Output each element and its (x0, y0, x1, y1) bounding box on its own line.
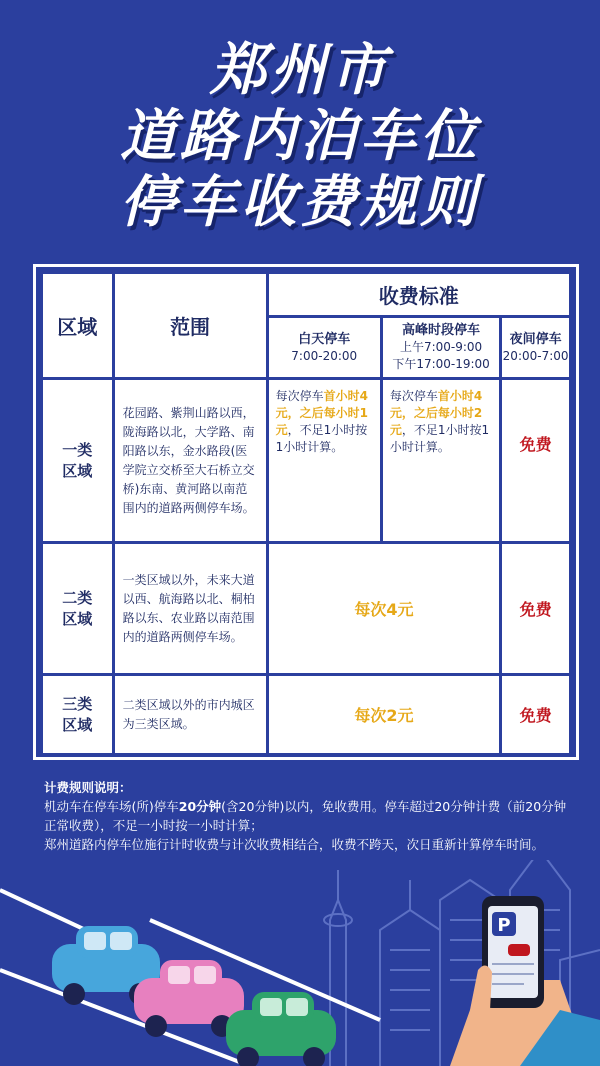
notes-line-1-pre: 机动车在停车场(所)停车 (44, 799, 179, 814)
header-night-time: 20:00-7:00 (502, 348, 569, 363)
title-line-3: 停车收费规则 (120, 170, 480, 235)
header-peak-pm: 下午17:00-19:00 (392, 357, 490, 371)
zone-2-night-free: 免费 (501, 543, 571, 675)
notes-line-1-bold: 20分钟 (178, 799, 222, 814)
zone-1-range: 花园路、紫荆山路以西，陇海路以北，大学路、南阳路以东，金水路段(医学院立交桥至大石桥立交桥)东南、黄河路以南范围内的道路两侧停车场。 (113, 379, 267, 543)
fee-table (40, 271, 572, 756)
notes-line-2: 郑州道路内停车位施行计时收费与计次收费相结合，收费不跨天，次日重新计算停车时间。 (44, 837, 545, 852)
zone-1-a: 一类 (62, 440, 93, 459)
header-day-time: 7:00-20:00 (291, 348, 358, 363)
zone-3-price: 每次2元 (267, 675, 501, 755)
header-peak (381, 317, 500, 379)
parking-illustration (0, 860, 600, 1066)
zone-1-day-post: ，不足1小时按1小时计算。 (275, 423, 368, 454)
notes-line-1 (44, 797, 574, 835)
zone-1-peak-rule (381, 379, 500, 543)
header-standard: 收费标准 (267, 273, 570, 317)
title-line-2: 道路内泊车位 (120, 104, 480, 169)
fee-table-frame (33, 264, 579, 760)
billing-notes (44, 778, 574, 854)
zone-3-range: 二类区域以外的市内城区为三类区域。 (113, 675, 267, 755)
zone-3-night-free: 免费 (501, 675, 571, 755)
zone-3-b: 区域 (62, 715, 93, 734)
zone-2-range: 一类区域以外，未来大道以西、航海路以北、桐柏路以东、农业路以南范围内的道路两侧停车场。 (113, 543, 267, 675)
zone-1-b: 区域 (62, 461, 93, 480)
header-range: 范围 (113, 273, 267, 379)
phone-parking-sign: P (497, 915, 511, 936)
notes-title: 计费规则说明： (44, 780, 132, 795)
zone-3 (42, 675, 114, 755)
zone-1-peak-pre: 每次停车 (389, 389, 438, 403)
zone-3-a: 三类 (62, 694, 93, 713)
zone-2-price: 每次4元 (267, 543, 501, 675)
header-day-name: 白天停车 (298, 331, 351, 347)
header-peak-name: 高峰时段停车 (402, 323, 481, 338)
title-line-1: 郑州市 (210, 38, 390, 103)
zone-1-peak-highlight: 首小时4元，之后每小时2元 (389, 389, 483, 437)
header-night (501, 317, 571, 379)
zone-1 (42, 379, 114, 543)
zone-1-peak-post: ，不足1小时按1小时计算。 (389, 423, 490, 454)
zone-2 (42, 543, 114, 675)
zone-1-night-free: 免费 (501, 379, 571, 543)
notes-line-1-post: (含20分钟)以内，免收费用。停车超过20分钟计费（前20分钟正常收费），不足一小时按一小时计算； (44, 799, 567, 833)
header-day (267, 317, 381, 379)
header-night-name: 夜间停车 (509, 331, 562, 347)
zone-1-day-rule (267, 379, 381, 543)
header-peak-am: 上午7:00-9:00 (399, 340, 483, 354)
zone-2-b: 区域 (62, 609, 93, 628)
zone-2-a: 二类 (62, 588, 93, 607)
zone-1-day-pre: 每次停车 (275, 389, 324, 403)
zone-1-day-highlight: 首小时4元，之后每小时1元 (275, 389, 368, 437)
header-zone: 区域 (42, 273, 114, 379)
